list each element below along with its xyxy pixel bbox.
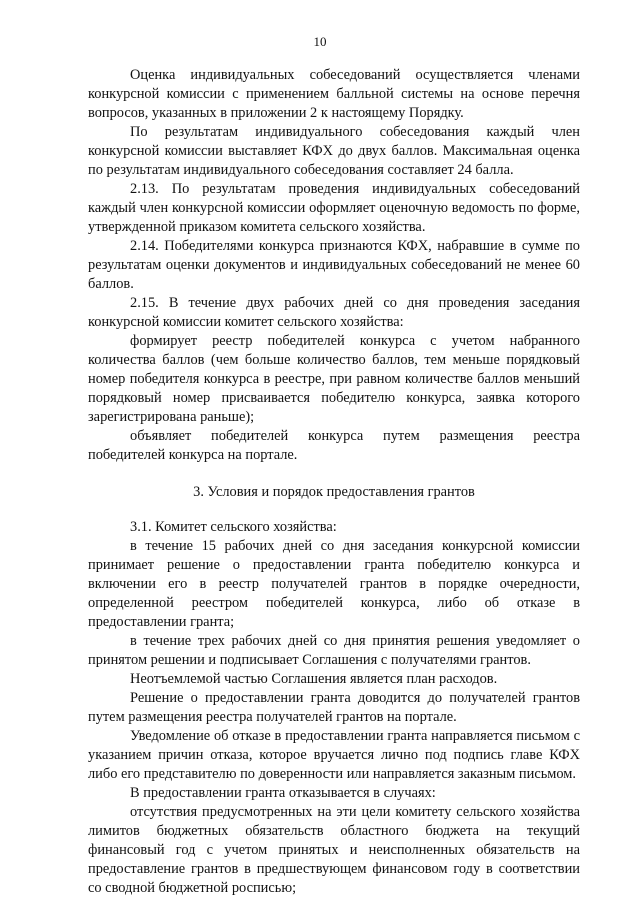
- paragraph: Уведомление об отказе в предоставлении гранта направляется письмом с указанием причин отказа, которое вручается лично под подпись главе КФХ либо его представителю по доверенности или направляется заказным письмом.: [88, 728, 580, 782]
- page-number: 10: [313, 34, 327, 49]
- paragraph: Неотъемлемой частью Соглашения является план расходов.: [130, 671, 498, 687]
- paragraph: 2.15. В течение двух рабочих дней со дня проведения заседания конкурсной комиссии комитет сельского хозяйства:: [88, 295, 580, 330]
- paragraph: 3.1. Комитет сельского хозяйства:: [130, 519, 337, 535]
- paragraph: в течение 15 рабочих дней со дня заседания конкурсной комиссии принимает решение о предоставлении гранта победителю конкурса и включении его в реестр получателей грантов в порядке очередности, определенной реестром победителей конкурса, либо об отказе в предоставлении гранта;: [88, 538, 580, 630]
- paragraph: отсутствия предусмотренных на эти цели комитету сельского хозяйства лимитов бюджетных обязательств областного бюджета на текущий финансовый год с учетом принятых и неисполненных обязательств на предоставление грантов в предшествующем финансовом году в соответствии со сводной бюджетной росписью;: [88, 804, 580, 896]
- paragraph: В предоставлении гранта отказывается в случаях:: [130, 785, 436, 801]
- paragraph: 2.14. Победителями конкурса признаются КФХ, набравшие в сумме по результатам оценки документов и индивидуальных собеседований не менее 60 баллов.: [88, 238, 580, 292]
- paragraph: формирует реестр победителей конкурса с учетом набранного количества баллов (чем больше количество баллов, тем меньше порядковый номер победителя конкурса в реестре, при равном количестве баллов меньший порядковый номер присваивается победителю конкурса, заявка которого зарегистрирована раньше);: [88, 333, 580, 425]
- paragraph: По результатам индивидуального собеседования каждый член конкурсной комиссии выставляет КФХ до двух баллов. Максимальная оценка по результатам индивидуального собеседования составляет 24 балла.: [88, 124, 580, 178]
- document-body: [88, 66, 580, 898]
- paragraph: Решение о предоставлении гранта доводится до получателей грантов путем размещения реестра получателей грантов на портале.: [88, 690, 580, 725]
- paragraph: 2.13. По результатам проведения индивидуальных собеседований каждый член конкурсной комиссии оформляет оценочную ведомость по форме, утвержденной приказом комитета сельского хозяйства.: [88, 181, 580, 235]
- paragraph: Оценка индивидуальных собеседований осуществляется членами конкурсной комиссии с применением балльной системы на основе перечня вопросов, указанных в приложении 2 к настоящему Порядку.: [88, 67, 580, 121]
- paragraph: объявляет победителей конкурса путем размещения реестра победителей конкурса на портале.: [88, 428, 580, 463]
- paragraph: в течение трех рабочих дней со дня принятия решения уведомляет о принятом решении и подписывает Соглашения с получателями грантов.: [88, 633, 580, 668]
- section-heading: 3. Условия и порядок предоставления грантов: [193, 484, 475, 500]
